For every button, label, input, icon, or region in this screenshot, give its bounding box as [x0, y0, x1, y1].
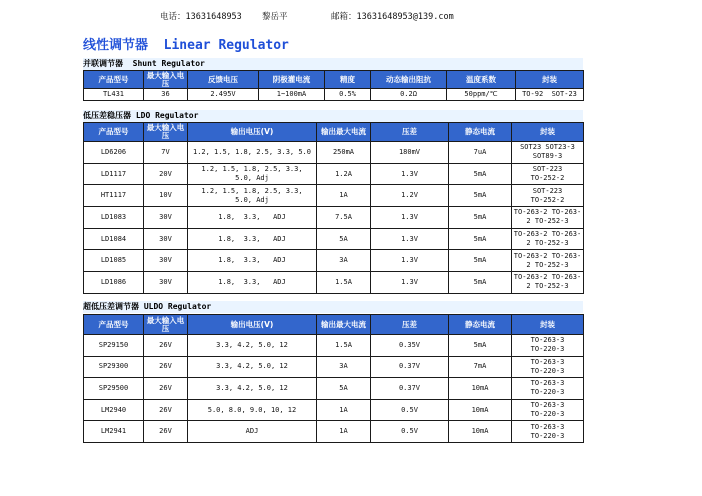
dropout-voltage-header: 压差 — [371, 315, 449, 335]
max-input-voltage-cell: 20V — [144, 163, 188, 185]
dropout-voltage-cell: 0.5V — [371, 421, 449, 443]
max-input-voltage-cell: 7V — [144, 142, 188, 164]
max-output-current-header: 输出最大电流 — [317, 315, 371, 335]
max-input-voltage-cell: 26V — [144, 421, 188, 443]
product-model-cell: LM2940 — [84, 399, 144, 421]
output-voltage-cell: 1.2, 1.5, 1.8, 2.5, 3.3, 5.0 — [188, 142, 317, 164]
dropout-voltage-cell: 180mV — [371, 142, 449, 164]
section-title-uldo-regulator: 超低压差调节器 ULDO Regulator — [83, 301, 583, 313]
dropout-voltage-cell: 0.37V — [371, 378, 449, 400]
product-model-cell: LD1084 — [84, 228, 144, 250]
max-input-voltage-cell: 30V — [144, 207, 188, 229]
max-output-current-cell: 1.5A — [317, 335, 371, 357]
table-row — [84, 142, 584, 164]
quiescent-current-cell: 5mA — [449, 228, 512, 250]
output-voltage-cell: 5.0, 8.0, 9.0, 10, 12 — [188, 399, 317, 421]
table-row — [84, 228, 584, 250]
output-voltage-cell: 3.3, 4.2, 5.0, 12 — [188, 356, 317, 378]
table-row — [84, 250, 584, 272]
product-model-cell: HT1117 — [84, 185, 144, 207]
product-model-cell: LD1117 — [84, 163, 144, 185]
max-input-voltage-cell: 10V — [144, 185, 188, 207]
shunt-regulator-table — [83, 70, 584, 101]
output-voltage-header: 输出电压(V) — [188, 123, 317, 142]
output-voltage-cell: 3.3, 4.2, 5.0, 12 — [188, 335, 317, 357]
max-output-current-cell: 3A — [317, 250, 371, 272]
package-cell: SOT-223 TO-252-2 — [512, 163, 584, 185]
accuracy-header: 精度 — [325, 71, 371, 89]
table-row — [84, 335, 584, 357]
max-output-current-cell: 3A — [317, 356, 371, 378]
page-title: 线性调节器 Linear Regulator — [83, 38, 289, 53]
quiescent-current-header: 静态电流 — [449, 123, 512, 142]
max-output-current-cell: 1.5A — [317, 272, 371, 294]
package-cell: TO-263-2 TO-263-2 TO-252-3 — [512, 250, 584, 272]
uldo-regulator-table — [83, 314, 584, 443]
package-cell: TO-263-2 TO-263-2 TO-252-3 — [512, 272, 584, 294]
max-output-current-cell: 1A — [317, 185, 371, 207]
package-cell: TO-263-3 TO-220-3 — [512, 399, 584, 421]
table-row — [84, 207, 584, 229]
output-voltage-header: 输出电压(V) — [188, 315, 317, 335]
table-header — [84, 71, 584, 89]
output-voltage-cell: 1.8, 3.3, ADJ — [188, 272, 317, 294]
quiescent-current-cell: 10mA — [449, 399, 512, 421]
output-voltage-cell: 3.3, 4.2, 5.0, 12 — [188, 378, 317, 400]
max-input-voltage-cell: 26V — [144, 356, 188, 378]
table-row — [84, 421, 584, 443]
product-model-cell: SP29150 — [84, 335, 144, 357]
max-output-current-cell: 1A — [317, 399, 371, 421]
table-body — [84, 142, 584, 294]
package-cell: TO-263-3 TO-220-3 — [512, 421, 584, 443]
product-model-header: 产品型号 — [84, 123, 144, 142]
table-body — [84, 89, 584, 101]
quiescent-current-cell: 5mA — [449, 207, 512, 229]
package-cell: TO-263-2 TO-263-2 TO-252-3 — [512, 228, 584, 250]
max-input-voltage-cell: 26V — [144, 335, 188, 357]
table-row — [84, 356, 584, 378]
cathode-current-header: 阴极灌电流 — [259, 71, 325, 89]
output-voltage-cell: 1.8, 3.3, ADJ — [188, 250, 317, 272]
dynamic-output-impedance-cell: 0.2Ω — [371, 89, 447, 101]
package-cell: TO-263-3 TO-220-3 — [512, 378, 584, 400]
dropout-voltage-cell: 1.2V — [371, 185, 449, 207]
table-row — [84, 163, 584, 185]
quiescent-current-cell: 5mA — [449, 335, 512, 357]
feedback-voltage-cell: 2.495V — [188, 89, 259, 101]
product-model-cell: SP29500 — [84, 378, 144, 400]
max-input-voltage-header: 最大输入电压 — [144, 123, 188, 142]
max-input-voltage-cell: 36 — [144, 89, 188, 101]
product-model-cell: LD6206 — [84, 142, 144, 164]
package-header: 封装 — [516, 71, 584, 89]
max-input-voltage-cell: 30V — [144, 272, 188, 294]
ldo-regulator-table — [83, 122, 584, 294]
output-voltage-cell: 1.2, 1.5, 1.8, 2.5, 3.3, 5.0, Adj — [188, 163, 317, 185]
quiescent-current-cell: 5mA — [449, 250, 512, 272]
package-cell: TO-263-2 TO-263-2 TO-252-3 — [512, 207, 584, 229]
quiescent-current-cell: 5mA — [449, 185, 512, 207]
max-input-voltage-header: 最大输入电压 — [144, 71, 188, 89]
product-model-cell: LD1086 — [84, 272, 144, 294]
section-title-shunt-regulator: 并联调节器 Shunt Regulator — [83, 58, 583, 70]
feedback-voltage-header: 反馈电压 — [188, 71, 259, 89]
dropout-voltage-cell: 0.5V — [371, 399, 449, 421]
max-input-voltage-header: 最大输入电压 — [144, 315, 188, 335]
cathode-current-cell: 1~100mA — [259, 89, 325, 101]
max-output-current-cell: 7.5A — [317, 207, 371, 229]
product-model-cell: LD1085 — [84, 250, 144, 272]
contact-email: 邮箱：13631648953@139.com — [331, 12, 454, 22]
max-input-voltage-cell: 26V — [144, 378, 188, 400]
output-voltage-cell: 1.2, 1.5, 1.8, 2.5, 3.3, 5.0, Adj — [188, 185, 317, 207]
table-row — [84, 185, 584, 207]
product-model-cell: LM2941 — [84, 421, 144, 443]
dropout-voltage-cell: 1.3V — [371, 163, 449, 185]
product-model-cell: TL431 — [84, 89, 144, 101]
section-title-ldo-regulator: 低压差稳压器 LDO Regulator — [83, 110, 583, 122]
quiescent-current-cell: 10mA — [449, 421, 512, 443]
dropout-voltage-cell: 1.3V — [371, 250, 449, 272]
temperature-coefficient-cell: 50ppm/℃ — [447, 89, 516, 101]
contact-phone: 电话：13631648953 — [160, 12, 242, 22]
contact-name: 黎岳平 — [262, 12, 288, 22]
accuracy-cell: 0.5% — [325, 89, 371, 101]
package-cell: SOT23 SOT23-3 SOT89-3 — [512, 142, 584, 164]
max-output-current-cell: 1.2A — [317, 163, 371, 185]
package-cell: TO-263-3 TO-220-3 — [512, 356, 584, 378]
dropout-voltage-cell: 0.35V — [371, 335, 449, 357]
quiescent-current-header: 静态电流 — [449, 315, 512, 335]
table-header — [84, 123, 584, 142]
quiescent-current-cell: 5mA — [449, 272, 512, 294]
table-body — [84, 335, 584, 443]
package-cell: TO-92 SOT-23 — [516, 89, 584, 101]
dropout-voltage-cell: 1.3V — [371, 272, 449, 294]
quiescent-current-cell: 7uA — [449, 142, 512, 164]
output-voltage-cell: 1.8, 3.3, ADJ — [188, 228, 317, 250]
table-header — [84, 315, 584, 335]
output-voltage-cell: 1.8, 3.3, ADJ — [188, 207, 317, 229]
quiescent-current-cell: 10mA — [449, 378, 512, 400]
dropout-voltage-cell: 1.3V — [371, 207, 449, 229]
max-input-voltage-cell: 30V — [144, 228, 188, 250]
max-output-current-cell: 5A — [317, 378, 371, 400]
product-model-cell: LD1083 — [84, 207, 144, 229]
product-model-cell: SP29300 — [84, 356, 144, 378]
dropout-voltage-header: 压差 — [371, 123, 449, 142]
dropout-voltage-cell: 1.3V — [371, 228, 449, 250]
table-row — [84, 399, 584, 421]
output-voltage-cell: ADJ — [188, 421, 317, 443]
max-input-voltage-cell: 30V — [144, 250, 188, 272]
max-output-current-cell: 1A — [317, 421, 371, 443]
table-row — [84, 272, 584, 294]
dynamic-output-impedance-header: 动态输出阻抗 — [371, 71, 447, 89]
table-row — [84, 89, 584, 101]
max-output-current-cell: 250mA — [317, 142, 371, 164]
quiescent-current-cell: 5mA — [449, 163, 512, 185]
package-cell: SOT-223 TO-252-2 — [512, 185, 584, 207]
product-model-header: 产品型号 — [84, 71, 144, 89]
table-row — [84, 378, 584, 400]
quiescent-current-cell: 7mA — [449, 356, 512, 378]
package-header: 封装 — [512, 123, 584, 142]
max-output-current-header: 输出最大电流 — [317, 123, 371, 142]
max-input-voltage-cell: 26V — [144, 399, 188, 421]
header-row — [84, 71, 584, 89]
temperature-coefficient-header: 温度系数 — [447, 71, 516, 89]
package-cell: TO-263-3 TO-220-3 — [512, 335, 584, 357]
dropout-voltage-cell: 0.37V — [371, 356, 449, 378]
product-model-header: 产品型号 — [84, 315, 144, 335]
header-row — [84, 123, 584, 142]
package-header: 封装 — [512, 315, 584, 335]
max-output-current-cell: 5A — [317, 228, 371, 250]
header-row — [84, 315, 584, 335]
